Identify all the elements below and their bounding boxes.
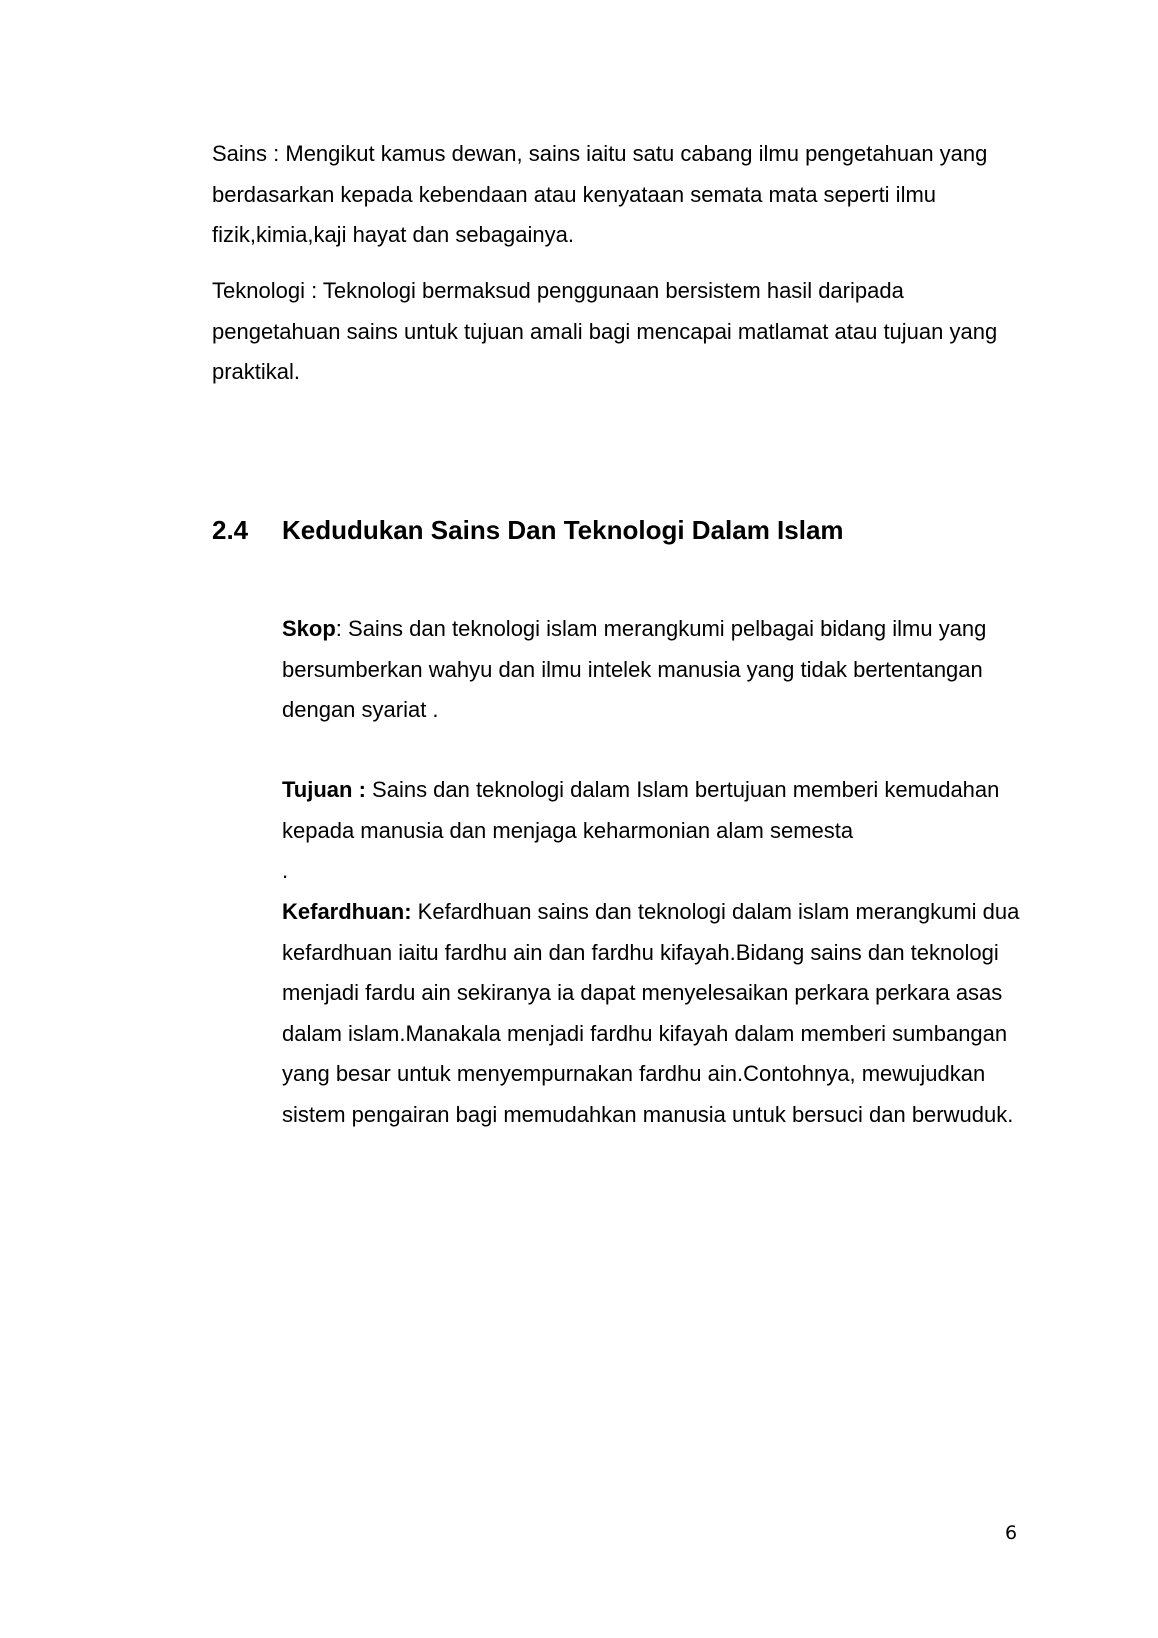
kefardhuan-paragraph (282, 892, 1032, 1135)
tujuan-paragraph (282, 770, 1032, 851)
section-number: 2.4 (212, 515, 249, 545)
section-heading (212, 510, 844, 550)
tujuan-label: Tujuan : (282, 777, 366, 802)
tujuan-text: Sains dan teknologi dalam Islam bertujuan memberi kemudahan kepada manusia dan menjaga keharmonian alam semesta (282, 777, 1000, 843)
skop-paragraph (282, 609, 1032, 731)
section-title: Kedudukan Sains Dan Teknologi Dalam Islam (282, 515, 844, 545)
skop-label: Skop (282, 616, 336, 641)
teknologi-definition: Teknologi : Teknologi bermaksud penggunaan bersistem hasil daripada pengetahuan sains untuk tujuan amali bagi mencapai matlamat atau tujuan yang praktikal. (212, 278, 998, 384)
skop-text: : Sains dan teknologi islam merangkumi pelbagai bidang ilmu yang bersumberkan wahyu dan ilmu intelek manusia yang tidak bertentangan dengan syariat . (282, 616, 987, 722)
sains-definition: Sains : Mengikut kamus dewan, sains iaitu satu cabang ilmu pengetahuan yang berdasarkan kepada kebendaan atau kenyataan semata mata seperti ilmu fizik,kimia,kaji hayat dan sebagainya. (212, 141, 988, 247)
page-number: 6 (1005, 1522, 1018, 1544)
kefardhuan-text: Kefardhuan sains dan teknologi dalam islam merangkumi dua kefardhuan iaitu fardhu ain dan fardhu kifayah.Bidang sains dan teknologi menjadi fardu ain sekiranya ia dapat menyelesaikan perkara perkara asas dalam islam.Manakala menjadi fardhu kifayah dalam memberi sumbangan yang besar untuk menyempurnakan fardhu ain.Contohnya, mewujudkan sistem pengairan bagi memudahkan manusia untuk bersuci dan berwuduk. (282, 899, 1020, 1127)
kefardhuan-label: Kefardhuan: (282, 899, 412, 924)
tujuan-trailing-period: . (282, 858, 289, 883)
